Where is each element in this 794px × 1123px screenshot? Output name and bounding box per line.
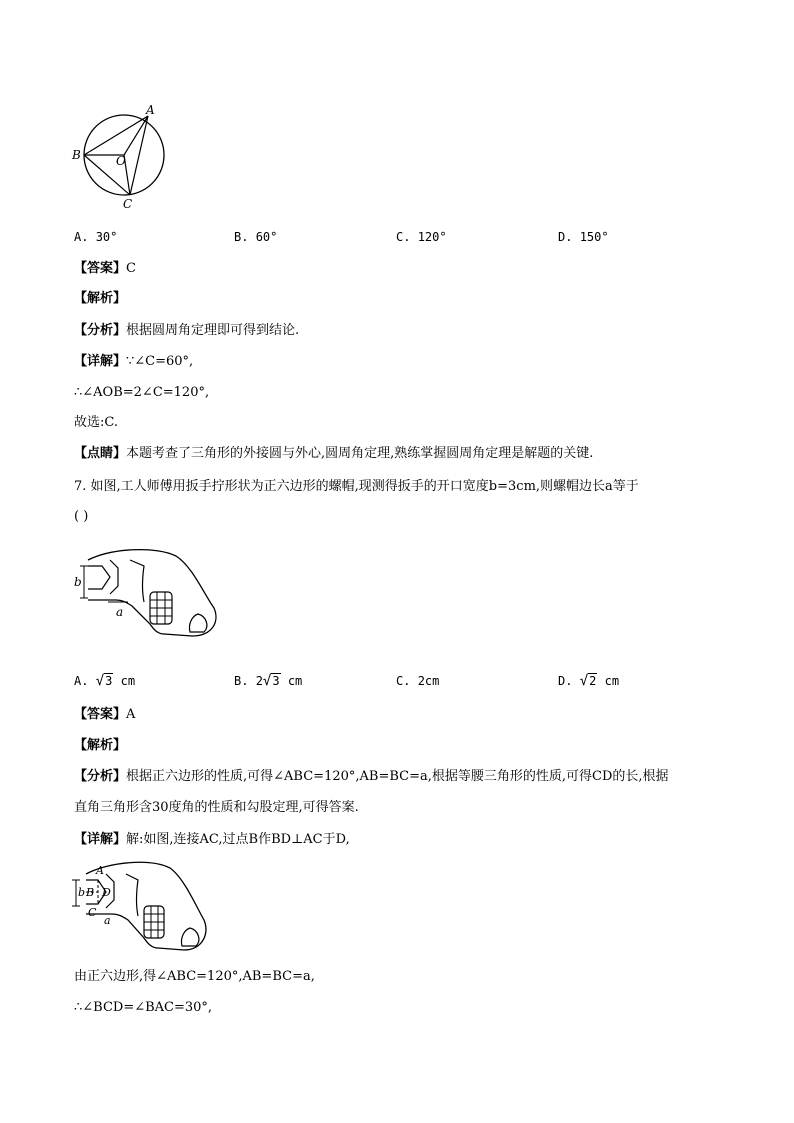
q7-analysis-tag: 【解析】 bbox=[74, 738, 127, 753]
fig3-label-b: B bbox=[86, 886, 95, 899]
q7-answer: 【答案】A bbox=[74, 707, 136, 722]
label-c: C bbox=[123, 197, 133, 211]
q7-fenxi-2: 直角三角形含30度角的性质和勾股定理,可得答案. bbox=[74, 800, 359, 815]
q6-option-b: B. 60° bbox=[234, 230, 278, 244]
q7-option-c: C. 2cm bbox=[396, 674, 440, 688]
q7-detail-3: ∴∠BCD=∠BAC=30°, bbox=[74, 1000, 213, 1015]
q7-option-b: B. 2√3 cm bbox=[234, 673, 303, 689]
q7-stem-1: 7. 如图,工人师傅用扳手拧形状为正六边形的螺帽,现测得扳手的开口宽度b=3cm,则螺帽边长a等于 bbox=[74, 479, 639, 494]
fig3-label-c: C bbox=[88, 906, 97, 919]
q6-option-a: A. 30° bbox=[74, 230, 118, 244]
circle-figure bbox=[68, 102, 178, 212]
q6-detail-2: ∴∠AOB=2∠C=120°, bbox=[74, 385, 210, 400]
wrench-label-b: b bbox=[74, 575, 82, 589]
q7-fenxi-1: 【分析】根据正六边形的性质,可得∠ABC=120°,AB=BC=a,根据等腰三角形的性质,可得CD的长,根据 bbox=[74, 769, 669, 784]
q6-option-d: D. 150° bbox=[558, 230, 609, 244]
fig3-label-a-top: A bbox=[96, 864, 104, 877]
wrench-figure-labeled bbox=[72, 856, 212, 956]
q7-stem-2: ( ) bbox=[74, 509, 89, 524]
q6-detail-1: 【详解】∵∠C=60°, bbox=[74, 354, 194, 369]
fig3-label-b-small: b bbox=[78, 886, 86, 899]
q7-detail-1: 【详解】解:如图,连接AC,过点B作BD⊥AC于D, bbox=[74, 832, 350, 847]
q6-analysis-tag: 【解析】 bbox=[74, 291, 127, 306]
wrench-figure bbox=[72, 544, 222, 640]
q7-option-a: A. √3 cm bbox=[74, 673, 136, 689]
label-o: O bbox=[116, 154, 126, 168]
q6-option-c: C. 120° bbox=[396, 230, 447, 244]
fig3-label-d: D bbox=[102, 886, 111, 899]
q6-detail-3: 故选:C. bbox=[74, 415, 118, 430]
q6-fenxi: 【分析】根据圆周角定理即可得到结论. bbox=[74, 323, 300, 338]
label-a: A bbox=[146, 103, 155, 117]
q6-answer: 【答案】C bbox=[74, 261, 136, 276]
q6-dianjing: 【点睛】本题考查了三角形的外接圆与外心,圆周角定理,熟练掌握圆周角定理是解题的关键. bbox=[74, 446, 594, 461]
wrench-label-a: a bbox=[116, 605, 124, 619]
q7-detail-2: 由正六边形,得∠ABC=120°,AB=BC=a, bbox=[74, 969, 315, 984]
q7-option-d: D. √2 cm bbox=[558, 673, 620, 689]
label-b: B bbox=[72, 148, 81, 162]
fig3-label-a: a bbox=[104, 914, 111, 927]
